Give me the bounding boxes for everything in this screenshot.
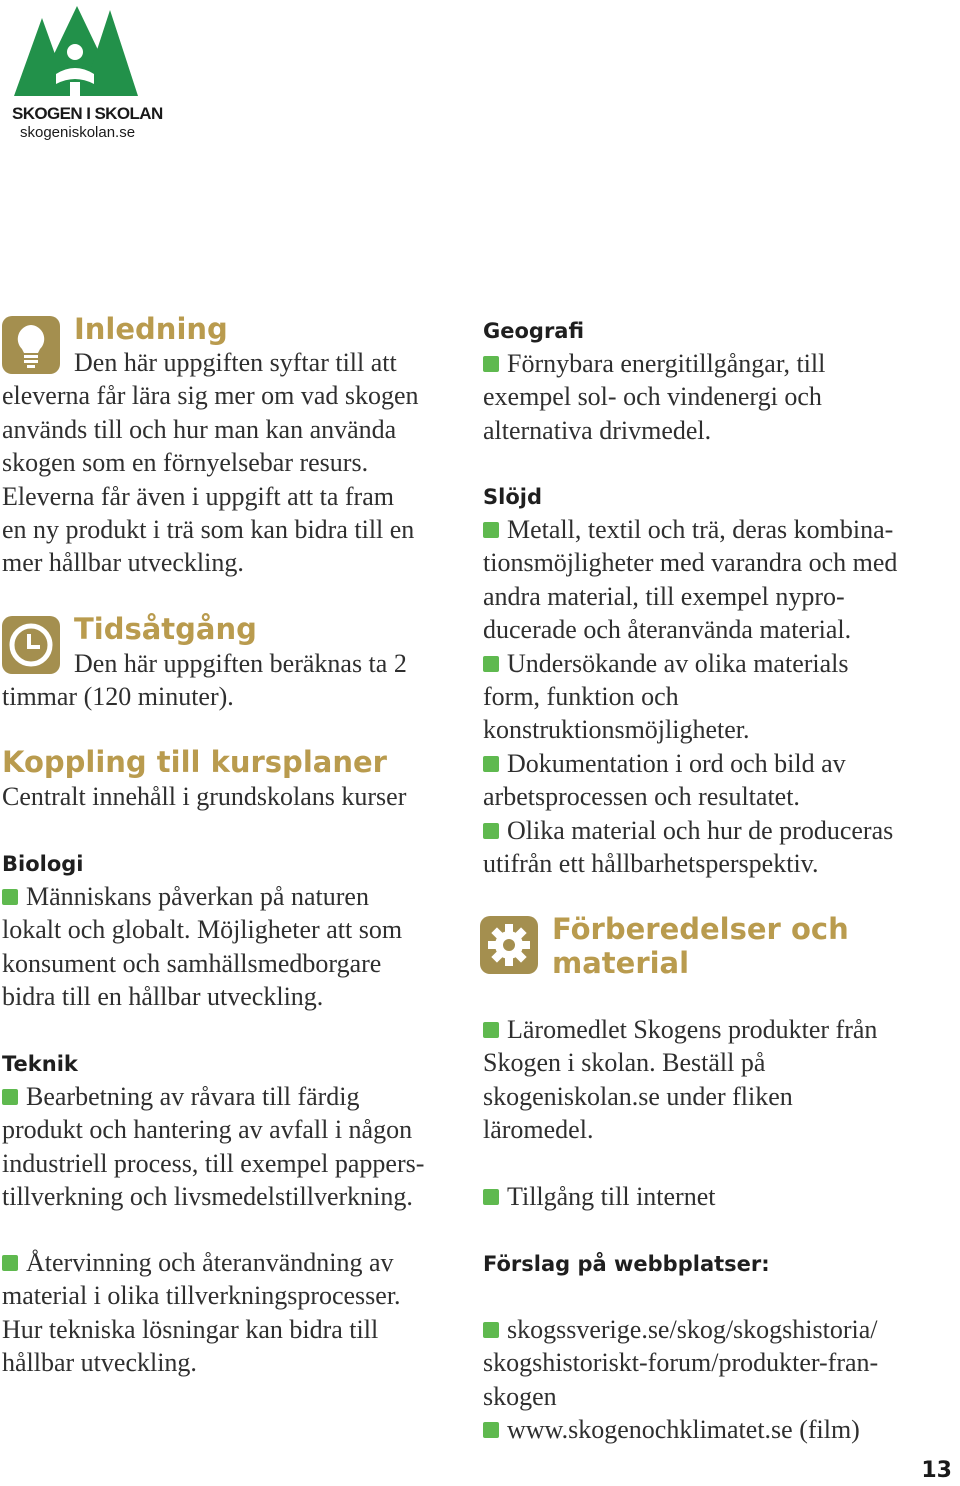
slojd-line: tionsmöjligheter med varandra och med (483, 548, 898, 578)
preparation-item-1 (483, 1013, 877, 1147)
tree-logo-icon (12, 4, 142, 104)
intro-line: en ny produkt i trä som kan bidra till en (2, 515, 415, 545)
teknik-line: tillverkning och livsmedelstillverkning. (2, 1182, 413, 1212)
website-link-text[interactable]: skogen (483, 1381, 557, 1411)
geografi-text (483, 347, 825, 447)
bullet-icon (483, 823, 499, 839)
logo-name: SKOGEN I SKOLAN (12, 104, 163, 123)
preparation-heading (552, 912, 849, 980)
teknik-heading: Teknik (2, 1052, 78, 1076)
teknik-item-1 (2, 1080, 424, 1214)
bullet-icon (483, 756, 499, 772)
curriculum-subtitle-line: Centralt innehåll i grundskolans kurser (2, 782, 407, 811)
intro-line: mer hållbar utveckling. (2, 548, 244, 578)
biologi-heading: Biologi (2, 852, 84, 876)
time-line: Den här uppgiften beräknas ta 2 (74, 649, 407, 678)
list-item (483, 1313, 878, 1346)
preparation-heading-line: material (552, 946, 690, 980)
time-heading: Tidsåtgång (74, 612, 257, 646)
list-item (483, 814, 897, 847)
list-item (483, 1013, 877, 1046)
bullet-icon (483, 522, 499, 538)
time-line: timmar (120 minuter). (2, 682, 234, 712)
geografi-line: alternativa drivmedel. (483, 415, 712, 445)
geografi-line: exempel sol- och vindenergi och (483, 382, 822, 412)
teknik-item-2 (2, 1246, 401, 1380)
intro-line: används till och hur man kan använda (2, 414, 397, 444)
teknik-line: material i olika tillverkningsprocesser. (2, 1281, 401, 1311)
intro-line: eleverna får lära sig mer om vad skogen (2, 381, 419, 411)
bullet-icon (483, 1189, 499, 1205)
preparation-line: skogeniskolan.se under fliken (483, 1081, 793, 1111)
list-item (483, 647, 897, 680)
bullet-icon (483, 1322, 499, 1338)
intro-heading: Inledning (74, 312, 228, 346)
list-item (483, 1413, 878, 1446)
websites-heading: Förslag på webbplatser: (483, 1252, 770, 1276)
biologi-line: bidra till en hållbar utveckling. (2, 982, 324, 1012)
list-item-text: Återvinning och återanvändning av (26, 1248, 394, 1277)
curriculum-subtitle (2, 780, 406, 813)
slojd-line: konstruktionsmöjligheter. (483, 715, 750, 745)
gear-icon (480, 916, 538, 974)
list-item (2, 1080, 424, 1113)
slojd-line: andra material, till exempel nypro- (483, 581, 845, 611)
intro-line: Eleverna får även i uppgift att ta fram (2, 481, 394, 511)
logo-url: skogeniskolan.se (20, 124, 136, 141)
biologi-line: lokalt och globalt. Möjligheter att som (2, 915, 403, 945)
biologi-line: konsument och samhällsmedborgare (2, 948, 382, 978)
list-item-text: Bearbetning av råvara till färdig (26, 1082, 360, 1111)
websites-list (483, 1313, 878, 1447)
list-item (483, 347, 825, 380)
list-item-text: Människans påverkan på naturen (26, 882, 369, 911)
bullet-icon (483, 656, 499, 672)
slojd-line: utifrån ett hållbarhetsperspektiv. (483, 849, 819, 879)
list-item (2, 880, 402, 913)
geografi-heading: Geografi (483, 319, 585, 343)
list-item (483, 513, 897, 546)
teknik-line: hållbar utveckling. (2, 1348, 197, 1378)
teknik-line: industriell process, till exempel pappers- (2, 1148, 425, 1178)
teknik-line: produkt och hantering av avfall i någon (2, 1115, 413, 1145)
bullet-icon (483, 356, 499, 372)
list-item-text: Metall, textil och trä, deras kombina- (507, 515, 894, 544)
intro-line: Den här uppgiften syftar till att (74, 348, 397, 377)
preparation-heading-line: Förberedelser och (552, 912, 849, 946)
page-number: 13 (921, 1458, 952, 1483)
intro-line: skogen som en förnyelsebar resurs. (2, 448, 369, 478)
teknik-line: Hur tekniska lösningar kan bidra till (2, 1314, 379, 1344)
preparation-line: Skogen i skolan. Beställ på (483, 1048, 766, 1078)
list-item-text: Förnybara energitillgångar, till (507, 349, 826, 378)
bullet-icon (2, 1255, 18, 1271)
website-link-text[interactable]: www.skogenochklimatet.se (film) (507, 1415, 860, 1445)
bullet-icon (483, 1022, 499, 1038)
website-link-text[interactable]: skogshistoriskt-forum/produkter-fran- (483, 1348, 879, 1378)
slojd-text (483, 513, 897, 880)
list-item (2, 1246, 401, 1279)
list-item-text: Olika material och hur de produceras (507, 815, 894, 845)
time-text (2, 647, 407, 714)
slojd-heading: Slöjd (483, 485, 542, 509)
list-item (483, 747, 897, 780)
list-item-text: Dokumentation i ord och bild av (507, 748, 846, 778)
slojd-line: ducerade och återanvända material. (483, 615, 852, 645)
bullet-icon (2, 1089, 18, 1105)
intro-text (2, 346, 419, 580)
list-item-text: Tillgång till internet (507, 1182, 716, 1211)
website-link-text[interactable]: skogssverige.se/skog/skogshistoria/ (507, 1315, 878, 1344)
preparation-line: läromedel. (483, 1115, 594, 1145)
logo (12, 4, 162, 144)
preparation-item-2 (483, 1180, 715, 1213)
slojd-line: arbetsprocessen och resultatet. (483, 782, 800, 812)
bullet-icon (483, 1422, 499, 1438)
curriculum-heading: Koppling till kursplaner (2, 745, 387, 779)
list-item (483, 1180, 715, 1213)
list-item-text: Läromedlet Skogens produkter från (507, 1015, 878, 1044)
biologi-text (2, 880, 402, 1014)
slojd-line: form, funktion och (483, 682, 679, 712)
bullet-icon (2, 889, 18, 905)
list-item-text: Undersökande av olika materials (507, 648, 849, 678)
